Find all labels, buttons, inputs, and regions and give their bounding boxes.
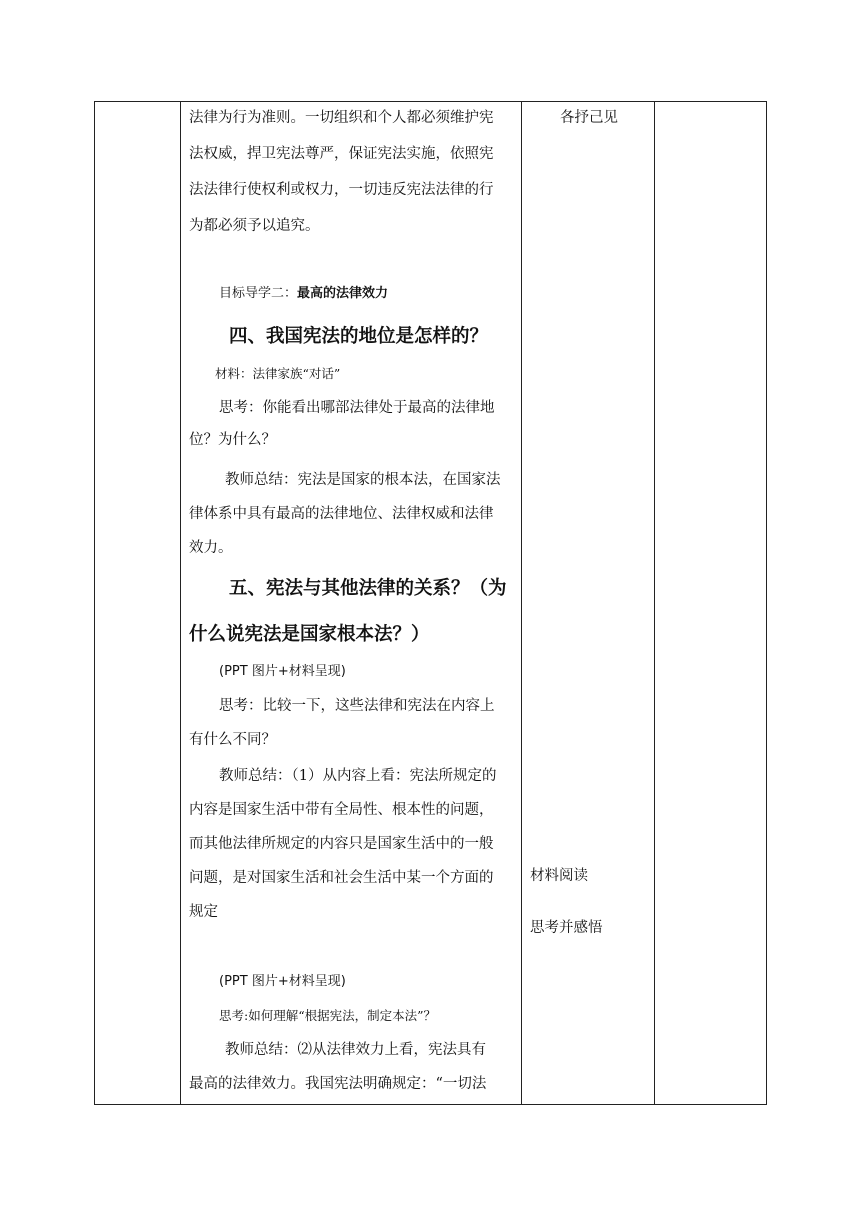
- think2-line: 有什么不同？: [189, 732, 276, 748]
- teacher-activity-cell: [181, 102, 522, 1105]
- summary2-line: 教师总结：（1）从内容上看：宪法所规定的: [219, 768, 497, 784]
- summary2-line: 而其他法律所规定的内容只是国家生活中的一般: [189, 836, 494, 852]
- summary1-line: 教师总结：宪法是国家的根本法，在国家法: [225, 472, 501, 488]
- material-line: 材料：法律家族“对话”: [215, 366, 341, 381]
- paragraph-line: 法权威，捍卫宪法尊严，保证宪法实施，依照宪: [189, 146, 494, 162]
- notes-cell: [655, 102, 767, 1105]
- ppt-note: (PPT 图片+材料呈现): [219, 664, 346, 679]
- goal2-prefix: 目标导学二：: [219, 286, 298, 301]
- paragraph-line: 法法律行使权利或权力，一切违反宪法法律的行: [189, 182, 494, 198]
- heading-section-4: 四、我国宪法的地位是怎样的？: [229, 326, 489, 347]
- summary2-line: 规定: [189, 904, 218, 920]
- student-item: 各抒己见: [560, 110, 618, 126]
- think3-line: 思考:如何理解“根据宪法，制定本法”？: [219, 1008, 436, 1023]
- heading-section-5: 五、宪法与其他法律的关系？（为: [229, 578, 507, 599]
- heading-section-5-cont: 什么说宪法是国家根本法？）: [189, 624, 430, 645]
- summary2-line: 问题，是对国家生活和社会生活中某一个方面的: [189, 870, 494, 886]
- think2-line: 思考：比较一下，这些法律和宪法在内容上: [219, 698, 495, 714]
- lesson-plan-table: [94, 101, 767, 1105]
- summary1-line: 效力。: [189, 540, 233, 556]
- student-item: 思考并感悟: [530, 920, 603, 936]
- stage-cell: [95, 102, 181, 1105]
- think1-line: 思考：你能看出哪部法律处于最高的法律地: [219, 400, 495, 416]
- student-activity-cell: [522, 102, 655, 1105]
- summary3-line: 最高的法律效力。我国宪法明确规定：“一切法: [189, 1076, 487, 1092]
- summary3-line: 教师总结：⑵从法律效力上看，宪法具有: [225, 1042, 486, 1058]
- paragraph-line: 法律为行为准则。一切组织和个人都必须维护宪: [189, 110, 494, 126]
- summary2-line: 内容是国家生活中带有全局性、根本性的问题，: [189, 802, 494, 818]
- summary1-line: 律体系中具有最高的法律地位、法律权威和法律: [189, 506, 494, 522]
- goal2-title: 最高的法律效力: [297, 286, 389, 301]
- goal2-line: [219, 280, 545, 308]
- think1-line: 位？为什么？: [189, 432, 276, 448]
- ppt-note: (PPT 图片+材料呈现): [219, 974, 346, 989]
- paragraph-line: 为都必须予以追究。: [189, 218, 320, 234]
- student-item: 材料阅读: [530, 868, 588, 884]
